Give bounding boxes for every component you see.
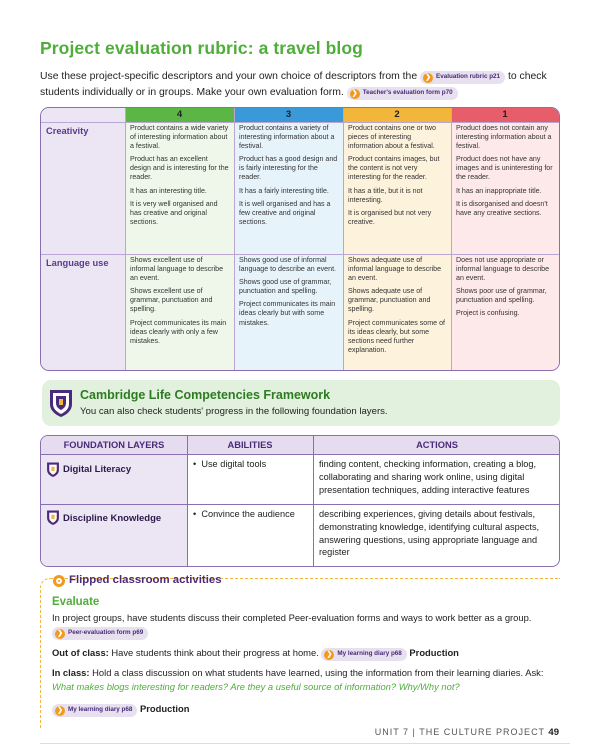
tag-label: Evaluation rubric p21 bbox=[436, 73, 501, 80]
actions-cell: describing experiences, giving details about festivals, demonstrating knowledge, identifying cultural aspects, answering questions, using appropriate language and register bbox=[319, 509, 540, 558]
out-of-class-label: Out of class: bbox=[52, 647, 109, 658]
peer-evaluation-tag[interactable] bbox=[52, 627, 148, 640]
ability-text: Convince the audience bbox=[201, 509, 295, 519]
rubric-level-1: 1 bbox=[451, 108, 559, 122]
rubric-descriptor: Product contains one or two pieces of interesting information about a festival. bbox=[348, 124, 436, 151]
header-abilities: ABILITIES bbox=[187, 436, 313, 454]
rubric-descriptor: Shows adequate use of informal language to describe an event. bbox=[348, 256, 442, 283]
rubric-corner bbox=[41, 108, 125, 122]
rubric-descriptor: It is very well organised and has creative and original sections. bbox=[130, 199, 218, 226]
rubric-row-divider bbox=[41, 254, 559, 255]
in-class-text bbox=[52, 666, 564, 694]
flipped-title: Flipped classroom activities bbox=[69, 574, 222, 586]
layer-discipline-knowledge bbox=[41, 505, 187, 567]
rubric-descriptor: Product contains images, but the content is not very interesting for the reader. bbox=[348, 155, 440, 182]
rubric-descriptor: It is well organised and has a few creative and original sections. bbox=[239, 199, 331, 226]
evaluate-text bbox=[52, 611, 552, 640]
footer-unit: UNIT 7 | THE CULTURE PROJECT bbox=[374, 727, 545, 737]
arrow-icon: ❯ bbox=[55, 706, 65, 716]
rubric-descriptor: It has a title, but it is not interesting. bbox=[348, 186, 423, 204]
rubric-descriptor: Does not use appropriate or informal language to describe an event. bbox=[456, 256, 550, 283]
foundation-table bbox=[40, 435, 560, 567]
rubric-table bbox=[40, 107, 560, 371]
digital-literacy-icon bbox=[46, 461, 60, 478]
rubric-level-3: 3 bbox=[234, 108, 343, 122]
arrow-icon: ❯ bbox=[55, 629, 65, 639]
arrow-icon: ❯ bbox=[324, 650, 334, 660]
page-footer bbox=[375, 727, 559, 738]
rubric-cell bbox=[234, 122, 343, 254]
rubric-descriptor: It has an inappropriate title. bbox=[456, 186, 542, 195]
tag-label: My learning diary p68 bbox=[68, 706, 133, 713]
header-foundation-layers: FOUNDATION LAYERS bbox=[41, 436, 187, 454]
rubric-descriptor: Product has an excellent design and is interesting for the reader. bbox=[130, 155, 229, 182]
rubric-column-divider bbox=[343, 108, 344, 370]
actions-cell: finding content, checking information, creating a blog, collaborating and sharing work online, using digital presentation techniques, adding interactive features bbox=[319, 459, 537, 495]
page-number: 49 bbox=[548, 727, 559, 738]
rubric-descriptor: Product contains a wide variety of interesting information about a festival. bbox=[130, 124, 229, 151]
arrow-icon: ❯ bbox=[423, 73, 433, 83]
clc-box bbox=[42, 380, 560, 426]
rubric-cell bbox=[234, 254, 343, 370]
clc-shield-icon bbox=[48, 388, 74, 418]
out-of-class-body: Have students think about their progress at home. bbox=[111, 647, 319, 658]
production-label: Production bbox=[140, 703, 190, 714]
ability-cell: • Convince the audience bbox=[193, 509, 295, 519]
discipline-knowledge-icon bbox=[46, 509, 60, 526]
rubric-descriptor: Product contains a variety of interesting information about a festival. bbox=[239, 124, 335, 151]
rubric-descriptor: It has a fairly interesting title. bbox=[239, 186, 329, 195]
intro-text-1: Use these project-specific descriptors and your own choice of descriptors from the bbox=[40, 71, 418, 82]
in-class-question: What makes blogs interesting for readers? Are they a useful source of information? Why/Why not? bbox=[52, 681, 460, 692]
rubric-descriptor: Shows excellent use of informal language to describe an event. bbox=[130, 256, 224, 283]
rubric-descriptor: Product does not contain any interesting information about a festival. bbox=[456, 124, 552, 151]
rubric-descriptor: Shows poor use of grammar, punctuation and spelling. bbox=[456, 287, 547, 305]
layer-label: Digital Literacy bbox=[63, 464, 132, 475]
rubric-level-2: 2 bbox=[343, 108, 451, 122]
learning-diary-tag[interactable] bbox=[52, 704, 137, 717]
rubric-descriptor: Shows adequate use of grammar, punctuation and spelling. bbox=[348, 287, 431, 314]
in-class-label: In class: bbox=[52, 667, 90, 678]
rubric-row-divider bbox=[41, 122, 559, 123]
ability-text: Use digital tools bbox=[201, 459, 267, 469]
rubric-descriptor: It is disorganised and doesn't have any creative sections. bbox=[456, 199, 548, 217]
arrow-icon: ❯ bbox=[350, 89, 360, 99]
tag-label: My learning diary p68 bbox=[337, 650, 402, 657]
rubric-descriptor: Product does not have any images and is uninteresting for the reader. bbox=[456, 155, 553, 182]
rubric-row-label: Language use bbox=[41, 254, 125, 370]
rubric-descriptor: Project communicates its main ideas clearly with only a few mistakes. bbox=[130, 318, 227, 345]
rubric-descriptor: Project is confusing. bbox=[456, 309, 520, 318]
rubric-descriptor: Shows good use of informal language to describe an event. bbox=[239, 256, 337, 274]
rubric-descriptor: Product has a good design and is fairly interesting for the reader. bbox=[239, 155, 338, 182]
intro-paragraph bbox=[40, 69, 570, 101]
in-class-body: Hold a class discussion on what students have learned, using the information from their learning diaries. Ask: bbox=[92, 667, 544, 678]
production-label: Production bbox=[409, 647, 459, 658]
rubric-descriptor: It has an interesting title. bbox=[130, 186, 207, 195]
intro-text-2: to check students individually or in groups. Make your own evaluation form. bbox=[40, 71, 547, 98]
clc-subtitle: You can also check students' progress in the following foundation layers. bbox=[80, 406, 388, 417]
evaluation-rubric-tag[interactable] bbox=[420, 71, 505, 84]
rubric-column-divider bbox=[451, 108, 452, 370]
rubric-cell bbox=[343, 254, 451, 370]
rubric-cell bbox=[343, 122, 451, 254]
rubric-descriptor: Project communicates its main ideas clearly but with some mistakes. bbox=[239, 300, 336, 327]
learning-diary-tag[interactable] bbox=[321, 648, 406, 661]
evaluate-heading: Evaluate bbox=[52, 596, 100, 608]
clc-title: Cambridge Life Competencies Framework bbox=[80, 388, 331, 402]
rubric-level-4: 4 bbox=[125, 108, 234, 122]
rubric-cell bbox=[125, 122, 234, 254]
teacher-evaluation-tag[interactable] bbox=[347, 87, 458, 100]
rubric-descriptor: Project communicates some of its ideas clearly, but some sections need further explanation. bbox=[348, 318, 445, 354]
rubric-cell bbox=[451, 254, 559, 370]
footer-divider bbox=[40, 743, 570, 744]
rubric-cell bbox=[451, 122, 559, 254]
tag-label: Peer-evaluation form p69 bbox=[68, 629, 144, 636]
rubric-descriptor: It is organised but not very creative. bbox=[348, 208, 432, 226]
rubric-descriptor: Shows good use of grammar, punctuation and spelling. bbox=[239, 278, 332, 296]
page-title: Project evaluation rubric: a travel blog bbox=[40, 38, 363, 58]
evaluate-body: In project groups, have students discuss their completed Peer-evaluation forms and ways to work better as a group. bbox=[52, 612, 532, 623]
rubric-descriptor: Shows excellent use of grammar, punctuation and spelling. bbox=[130, 287, 213, 314]
rubric-column-divider bbox=[234, 108, 235, 370]
layer-label: Discipline Knowledge bbox=[63, 513, 162, 524]
flipped-classroom-icon bbox=[53, 575, 65, 587]
header-actions: ACTIONS bbox=[313, 436, 560, 454]
rubric-row-label: Creativity bbox=[41, 122, 125, 254]
tag-label: Teacher's evaluation form p70 bbox=[362, 89, 453, 96]
rubric-column-divider bbox=[125, 108, 126, 370]
rubric-cell bbox=[125, 254, 234, 370]
ability-cell: • Use digital tools bbox=[193, 459, 267, 469]
final-production-line bbox=[52, 702, 189, 717]
out-of-class-text bbox=[52, 646, 557, 661]
layer-digital-literacy bbox=[41, 455, 187, 504]
